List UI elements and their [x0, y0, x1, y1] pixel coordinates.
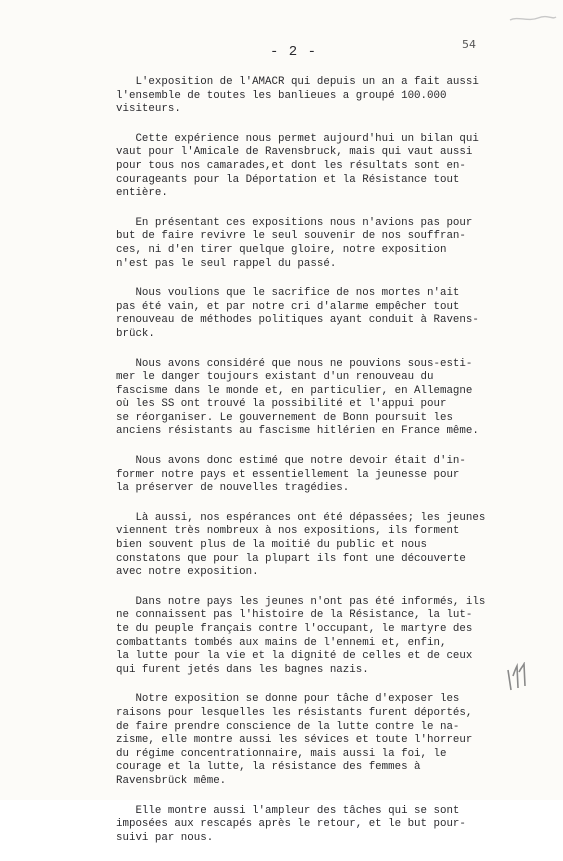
text-line: but de faire revivre le seul souvenir de nos souffran- [116, 230, 466, 243]
text-line: visiteurs. [116, 103, 181, 116]
text-line: fascisme dans le monde et, en particulier, en Allemagne [116, 384, 473, 397]
text-line: avec notre exposition. [116, 566, 259, 579]
text-line: former notre pays et essentiellement la jeunesse pour [116, 468, 460, 481]
text-line: L'exposition de l'AMACR qui depuis un an a fait aussi [116, 76, 479, 88]
text-line: mer le danger toujours existant d'un renouveau du [116, 371, 434, 384]
text-line: suivi par nous. [116, 831, 214, 844]
text-line: de faire prendre conscience de la lutte contre le na- [116, 720, 460, 733]
pencil-mark [505, 662, 527, 699]
text-line: se réorganiser. Le gouvernement de Bonn poursuit les [116, 411, 453, 424]
text-line: la lutte pour la vie et la dignité de celles et de ceux [116, 650, 473, 663]
text-line: bien souvent plus de la moitié du public et nous [116, 539, 428, 552]
corner-smudge [508, 12, 558, 31]
paragraph [116, 217, 516, 271]
text-line: courage et la lutte, la résistance des femmes à [116, 761, 421, 774]
paragraph [116, 693, 516, 788]
text-line: zisme, elle montre aussi les sévices et toute l'horreur [116, 734, 473, 747]
text-line: courageants pour la Déportation et la Résistance tout [116, 173, 460, 186]
text-line: En présentant ces expositions nous n'avions pas pour [116, 216, 473, 229]
text-line: du régime concentrationnaire, mais aussi la foi, le [116, 747, 447, 760]
text-line: constatons que pour la plupart ils font une découverte [116, 552, 466, 565]
paragraph [116, 358, 516, 440]
text-line: brück. [116, 327, 155, 340]
text-line: ces, ni d'en tirer quelque gloire, notre exposition [116, 243, 447, 256]
text-line: pour tous nos camarades,et dont les résultats sont en- [116, 159, 466, 172]
paragraph [116, 287, 516, 341]
paragraph [116, 512, 516, 580]
folio-number: 54 [462, 38, 476, 51]
text-line: n'est pas le seul rappel du passé. [116, 257, 337, 270]
text-line: Nous voulions que le sacrifice de nos mortes n'ait [116, 287, 460, 300]
paragraph [116, 76, 516, 117]
text-line: l'ensemble de toutes les banlieues a groupé 100.000 [116, 89, 447, 102]
text-line: Ravensbrück même. [116, 774, 227, 787]
text-line: Elle montre aussi l'ampleur des tâches qui se sont [116, 804, 460, 817]
text-line: anciens résistants au fascisme hitlérien en France même. [116, 425, 479, 438]
text-line: entière. [116, 187, 168, 200]
text-line: où les SS ont trouvé la possibilité et l'appui pour [116, 398, 447, 411]
text-line: viennent très nombreux à nos expositions, ils forment [116, 525, 460, 538]
paragraph [116, 805, 516, 846]
text-line: renouveau de méthodes politiques ayant conduit à Ravens- [116, 314, 479, 327]
text-line: pas été vain, et par notre cri d'alarme empêcher tout [116, 300, 460, 313]
text-line: imposées aux rescapés après le retour, et le but pour- [116, 818, 466, 831]
text-line: combattants tombés aux mains de l'ennemi et, enfin, [116, 636, 447, 649]
text-line: Nous avons donc estimé que notre devoir était d'in- [116, 455, 466, 468]
text-line: vaut pour l'Amicale de Ravensbruck, mais qui vaut aussi [116, 146, 473, 159]
paragraph [116, 455, 516, 496]
text-line: qui furent jetés dans les bagnes nazis. [116, 663, 369, 676]
text-line: ne connaissent pas l'histoire de la Résistance, la lut- [116, 609, 473, 622]
paragraph [116, 133, 516, 201]
paragraph [116, 596, 516, 678]
text-line: Cette expérience nous permet aujourd'hui un bilan qui [116, 132, 479, 145]
text-line: Nous avons considéré que nous ne pouvions sous-esti- [116, 357, 473, 370]
text-line: raisons pour lesquelles les résistants furent déportés, [116, 706, 473, 719]
page-number: - 2 - [270, 44, 318, 60]
text-line: Là aussi, nos espérances ont été dépassées; les jeunes [116, 511, 486, 524]
text-line: Dans notre pays les jeunes n'ont pas été informés, ils [116, 595, 486, 608]
text-line: te du peuple français contre l'occupant, le martyre des [116, 623, 473, 635]
text-line: la préserver de nouvelles tragédies. [116, 482, 350, 495]
text-line: Notre exposition se donne pour tâche d'exposer les [116, 693, 460, 706]
document-body [116, 76, 516, 861]
